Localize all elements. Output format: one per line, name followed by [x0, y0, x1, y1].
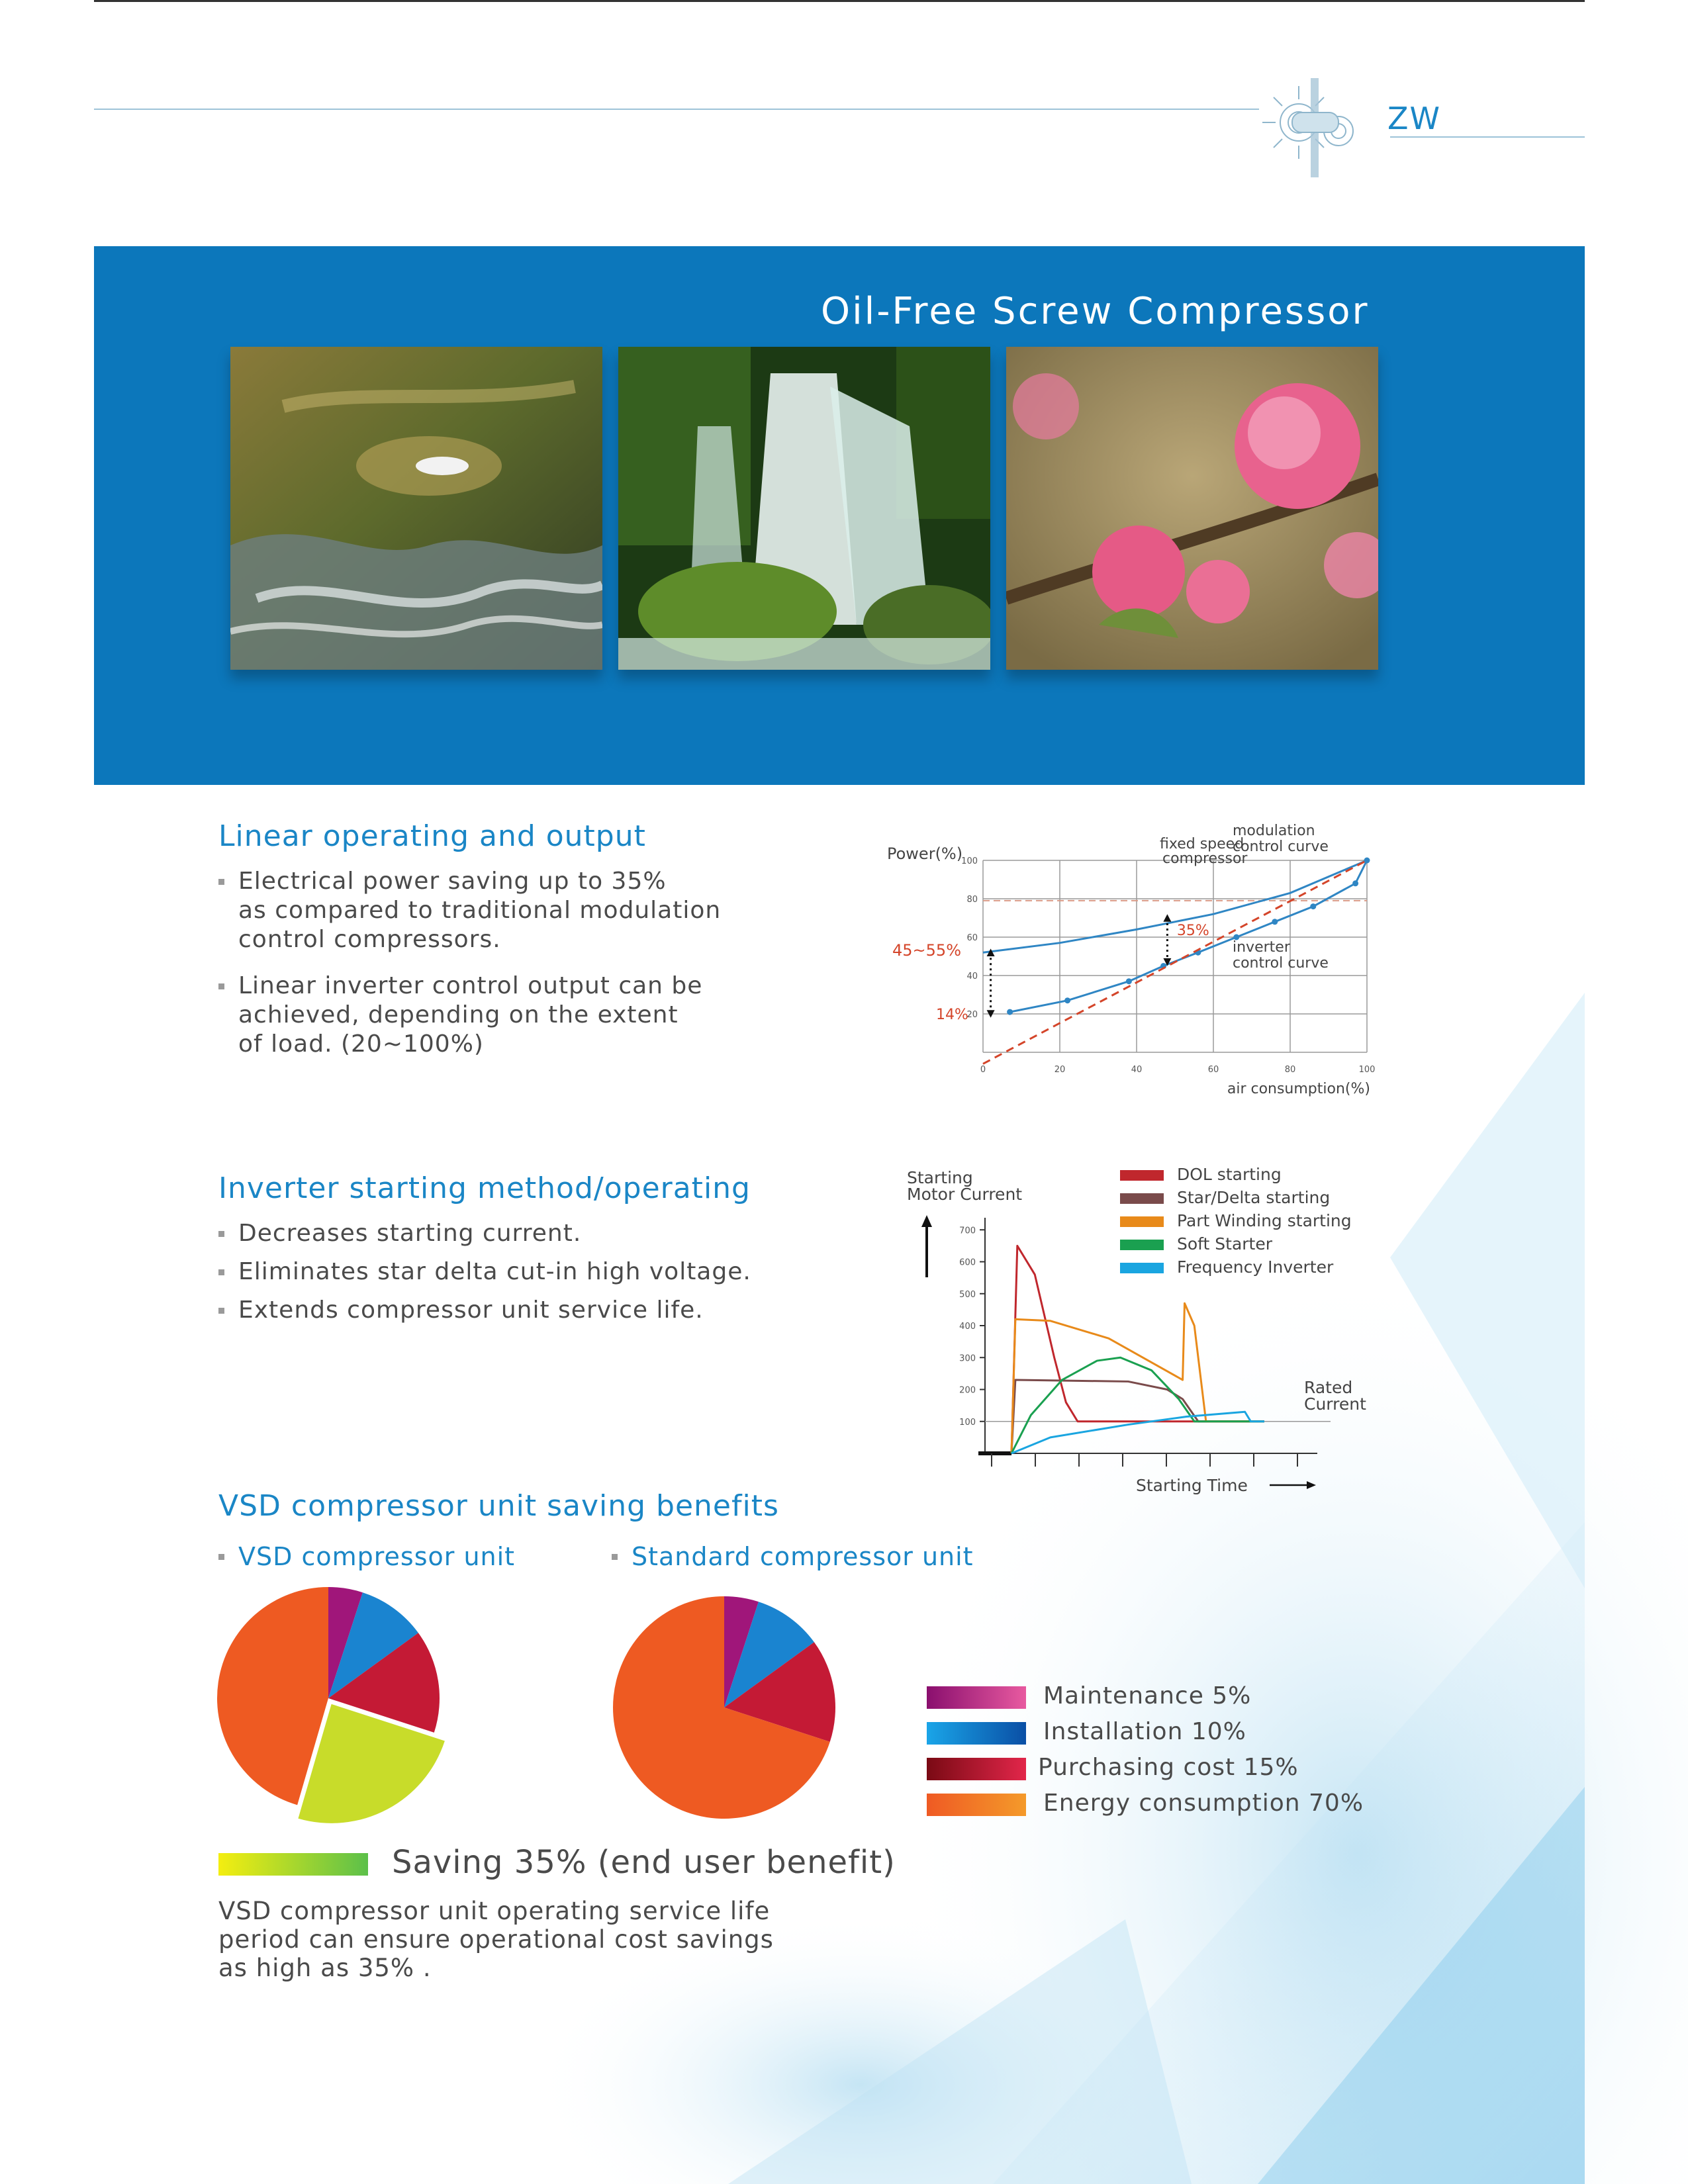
y-tick-label: 60 [966, 933, 978, 943]
y-tick-label: 80 [966, 895, 978, 905]
annotation-45-55: 45~55% [892, 941, 961, 960]
x-tick-label: 0 [980, 1065, 986, 1075]
annotation-inverter-1: inverter [1233, 939, 1290, 956]
arrow-head [1163, 914, 1171, 922]
y-tick-label: 400 [959, 1322, 976, 1332]
y-tick-label: 300 [959, 1353, 976, 1364]
legend-maintenance: Maintenance 5% [1043, 1682, 1252, 1709]
y-tick-label: 500 [959, 1289, 976, 1300]
y-tick-label: 40 [966, 972, 978, 981]
section2-bullet-3: Extends compressor unit service life. [238, 1296, 704, 1325]
x-tick-label: 20 [1054, 1065, 1066, 1075]
legend-label: Star/Delta starting [1177, 1188, 1331, 1207]
banner-title: Oil-Free Screw Compressor [821, 290, 1370, 333]
legend-swatch-purchasing [927, 1758, 1026, 1780]
saving-label: Saving 35% (end user benefit) [392, 1844, 896, 1881]
y-tick-label: 600 [959, 1257, 976, 1268]
section2-bullet-2: Eliminates star delta cut-in high voltage. [238, 1257, 751, 1287]
legend-label: Part Winding starting [1177, 1211, 1352, 1230]
inverter-point [1007, 1009, 1013, 1015]
inverter-point [1064, 997, 1070, 1003]
annotation-fixed-speed-2: compressor [1162, 850, 1248, 867]
legend-label: DOL starting [1177, 1165, 1282, 1184]
y-tick-label: 100 [959, 1417, 976, 1428]
blossom-photo [1006, 347, 1378, 670]
section1-bullet-2: Linear inverter control output can be achieved, depending on the extent of load. (20~100%) [238, 972, 702, 1059]
section2-bullet-1: Decreases starting current. [238, 1219, 581, 1248]
y-tick-label: 200 [959, 1385, 976, 1396]
y-tick-label: 700 [959, 1226, 976, 1236]
inverter-point [1352, 880, 1358, 886]
x-tick-label: 100 [1358, 1065, 1376, 1075]
section2-heading: Inverter starting method/operating [218, 1171, 751, 1205]
legend-purchasing: Purchasing cost 15% [1038, 1754, 1299, 1781]
bullet-marker [218, 983, 224, 989]
legend-label: Frequency Inverter [1177, 1257, 1334, 1277]
annotation-modulation-2: control curve [1233, 839, 1329, 855]
saving-description: VSD compressor unit operating service life period can ensure operational cost savings as high as 35% . [218, 1897, 774, 1982]
bullet-marker [218, 1269, 224, 1275]
bullet-marker [218, 1554, 224, 1560]
legend-swatch-installation [927, 1722, 1026, 1745]
gear-logo-icon [1252, 73, 1385, 179]
rated-current-label-1: Rated [1304, 1378, 1353, 1397]
legend-swatch [1120, 1263, 1164, 1273]
inverter-point [1310, 903, 1316, 909]
arrow-head [1307, 1481, 1316, 1489]
legend-energy: Energy consumption 70% [1043, 1790, 1364, 1817]
annotation-14: 14% [936, 1007, 968, 1023]
annotation-modulation-1: modulation [1233, 823, 1315, 839]
bullet-marker [218, 1308, 224, 1314]
legend-swatch [1120, 1170, 1164, 1181]
top-rule [94, 0, 1585, 2]
y-tick-label: 100 [961, 856, 978, 866]
legend-swatch [1120, 1193, 1164, 1204]
annotation-fixed-speed-1: fixed speed [1160, 836, 1244, 852]
current-line-5 [1011, 1412, 1264, 1453]
y-axis-label-1: Starting [907, 1168, 973, 1187]
power-chart [874, 814, 1390, 1099]
section1-bullet-1: Electrical power saving up to 35% as compared to traditional modulation control compressors. [238, 867, 721, 954]
legend-swatch [1120, 1240, 1164, 1250]
arrow-head [921, 1215, 932, 1227]
inverter-point [1272, 919, 1278, 925]
y-axis-label-2: Motor Current [907, 1185, 1023, 1204]
standard-unit-label: Standard compressor unit [632, 1542, 974, 1571]
waterfall-photo [618, 347, 990, 670]
x-tick-label: 60 [1207, 1065, 1219, 1075]
brand-name: ZW [1387, 101, 1441, 136]
bullet-marker [218, 1231, 224, 1237]
starting-current-chart [907, 1158, 1383, 1502]
stream-photo [230, 347, 602, 670]
x-axis-label: Starting Time [1136, 1476, 1248, 1495]
annotation-inverter-2: control curve [1233, 955, 1329, 972]
vsd-unit-label: VSD compressor unit [238, 1542, 515, 1571]
power-chart-labels [887, 823, 1375, 1097]
section1-heading: Linear operating and output [218, 819, 646, 853]
legend-swatch [1120, 1216, 1164, 1227]
legend-swatch-energy [927, 1794, 1026, 1816]
x-tick-label: 40 [1131, 1065, 1143, 1075]
y-axis-label: Power(%) [887, 844, 963, 863]
starting-current-legend [1120, 1165, 1352, 1277]
bullet-marker [218, 879, 224, 885]
inverter-point [1126, 978, 1132, 984]
x-axis-label: air consumption(%) [1227, 1081, 1370, 1097]
bullet-marker [612, 1554, 618, 1560]
series-line-1 [983, 860, 1367, 952]
current-line-2 [1011, 1380, 1264, 1453]
annotation-35: 35% [1176, 923, 1209, 940]
standard-pie-chart [605, 1588, 843, 1827]
current-line-3 [1011, 1303, 1264, 1453]
starting-current-lines [1011, 1246, 1264, 1453]
vsd-pie-chart [212, 1582, 463, 1833]
header-rule [94, 109, 1259, 110]
y-tick-label: 20 [966, 1010, 978, 1020]
legend-installation: Installation 10% [1043, 1718, 1246, 1745]
legend-label: Soft Starter [1177, 1234, 1273, 1253]
legend-swatch-maintenance [927, 1686, 1026, 1709]
x-tick-label: 80 [1284, 1065, 1296, 1075]
current-line-4 [1011, 1357, 1264, 1453]
section3-heading: VSD compressor unit saving benefits [218, 1489, 779, 1523]
header-rule-right [1390, 136, 1585, 138]
saving-swatch [218, 1853, 368, 1876]
rated-current-label-2: Current [1304, 1394, 1366, 1414]
inverter-point [1364, 858, 1370, 864]
